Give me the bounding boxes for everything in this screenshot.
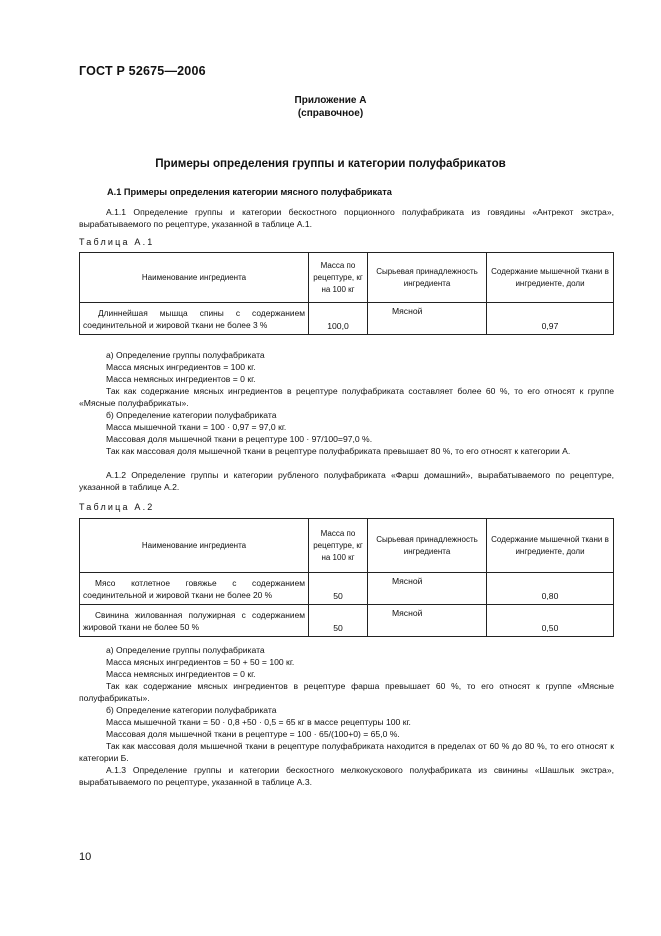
- calc1-b: б) Определение категории полуфабриката: [106, 410, 277, 420]
- table2-cell-name: Мясо котлетное говяжье с содержанием соединительной и жировой ткани не более 20 %: [80, 573, 309, 605]
- table2-cell-origin: Мясной: [368, 605, 487, 637]
- table2-header-row: [80, 519, 614, 573]
- table2-caption: Таблица А.2: [79, 502, 155, 512]
- table2-cell-mass: 50: [309, 573, 368, 605]
- calc1-muscle-share: Массовая доля мышечной ткани в рецептуре 100 · 97/100=97,0 %.: [106, 434, 373, 444]
- document-code: ГОСТ Р 52675—2006: [79, 64, 206, 78]
- calc1-muscle-mass: Масса мышечной ткани = 100 · 0,97 = 97,0 кг.: [106, 422, 287, 432]
- section-title: Примеры определения группы и категории полуфабрикатов: [155, 157, 506, 170]
- page-number: 10: [79, 851, 92, 863]
- table1-header-mass: Масса по рецептуре, кг на 100 кг: [309, 253, 368, 303]
- calc1-conclusion2: Так как массовая доля мышечной ткани в рецептуре полуфабриката превышает 80 %, то его относят к категории А.: [106, 446, 571, 456]
- paragraph-a113: А.1.3 Определение группы и категории бескостного мелкокускового полуфабриката из свинины «Шашлык экстра», вырабатываемого по рецептуре, указанной в таблице А.3.: [79, 765, 614, 787]
- table1-header-muscle: Содержание мышечной ткани в ингредиенте, доли: [487, 253, 614, 303]
- table2-header-muscle: Содержание мышечной ткани в ингредиенте, доли: [487, 519, 614, 573]
- table2-cell-mass: 50: [309, 605, 368, 637]
- table-row: [80, 573, 614, 605]
- table1-header-origin: Сырьевая принадлежность ингредиента: [368, 253, 487, 303]
- calc2-meat: Масса мясных ингредиентов = 50 + 50 = 100 кг.: [106, 657, 295, 667]
- calc2-a: а) Определение группы полуфабриката: [106, 645, 265, 655]
- table1-header-name: Наименование ингредиента: [80, 253, 309, 303]
- calc2-muscle-share: Массовая доля мышечной ткани в рецептуре = 100 · 65/(100+0) = 65,0 %.: [106, 729, 400, 739]
- subsection-title: А.1 Примеры определения категории мясного полуфабриката: [107, 187, 392, 197]
- table2-cell-muscle: 0,80: [487, 573, 614, 605]
- calc2-conclusion: Так как содержание мясных ингредиентов в рецептуре фарша превышает 60 %, то его относят к группе «Мясные полуфабрикаты».: [79, 681, 614, 703]
- table1-caption: Таблица А.1: [79, 237, 155, 247]
- table-a2: [79, 518, 614, 637]
- calc1-nonmeat: Масса немясных ингредиентов = 0 кг.: [106, 374, 256, 384]
- table1-cell-name: Длиннейшая мышца спины с содержанием соединительной и жировой ткани не более 3 %: [80, 303, 309, 335]
- calc2-muscle-mass: Масса мышечной ткани = 50 · 0,8 +50 · 0,5 = 65 кг в массе рецептуры 100 кг.: [106, 717, 411, 727]
- table1-cell-origin: Мясной: [368, 303, 487, 335]
- table-a1: [79, 252, 614, 335]
- appendix-title: Приложение А: [294, 95, 367, 106]
- calc2-b: б) Определение категории полуфабриката: [106, 705, 277, 715]
- calc2-conclusion2: Так как массовая доля мышечной ткани в рецептуре полуфабриката находится в пределах от 60 % до 80 %, то его относят к категории Б.: [79, 741, 614, 763]
- calc1-meat: Масса мясных ингредиентов = 100 кг.: [106, 362, 256, 372]
- table1-cell-mass: 100,0: [309, 303, 368, 335]
- table2-cell-muscle: 0,50: [487, 605, 614, 637]
- calc1-conclusion: Так как содержание мясных ингредиентов в рецептуре полуфабриката составляет более 60 %, то его относят к группе «Мясные полуфабрикаты».: [79, 386, 614, 408]
- calc2-nonmeat: Масса немясных ингредиентов = 0 кг.: [106, 669, 256, 679]
- table2-cell-origin: Мясной: [368, 573, 487, 605]
- calc1-a: а) Определение группы полуфабриката: [106, 350, 265, 360]
- table-row: [80, 605, 614, 637]
- paragraph-a111: А.1.1 Определение группы и категории бескостного порционного полуфабриката из говядины «Антрекот экстра», вырабатываемого по рецептуре, указанной в таблице А.1.: [79, 207, 614, 229]
- paragraph-a112: А.1.2 Определение группы и категории рубленого полуфабриката «Фарш домашний», вырабатываемого по рецептуре, указанной в таблице А.2.: [79, 470, 614, 492]
- appendix-note: (справочное): [297, 108, 364, 119]
- table2-cell-name: Свинина жилованная полужирная с содержанием жировой ткани не более 50 %: [80, 605, 309, 637]
- table1-header-row: [80, 253, 614, 303]
- table-row: [80, 303, 614, 335]
- table2-header-mass: Масса по рецептуре, кг на 100 кг: [309, 519, 368, 573]
- table1-cell-muscle: 0,97: [487, 303, 614, 335]
- table2-header-name: Наименование ингредиента: [80, 519, 309, 573]
- table2-header-origin: Сырьевая принадлежность ингредиента: [368, 519, 487, 573]
